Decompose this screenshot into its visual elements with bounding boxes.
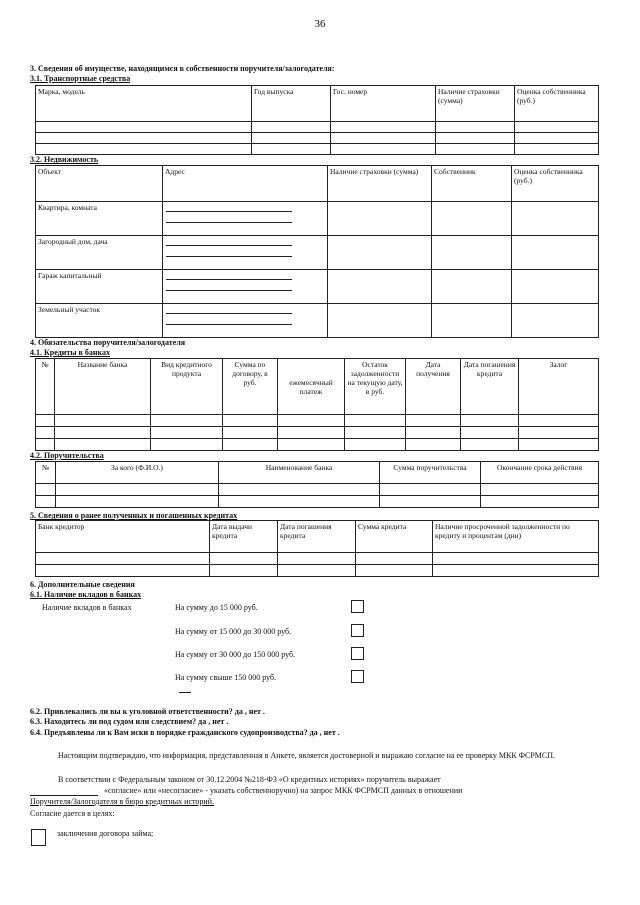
table-row [36, 439, 599, 451]
row-label: Гараж капитальный [36, 270, 163, 304]
deposit-checkbox[interactable] [351, 624, 364, 637]
col-header: Банк кредитор [36, 521, 210, 553]
table-row [36, 133, 599, 144]
question-6-3: 6.3. Находитесь ли под судом или следствием? да , нет . [30, 717, 229, 726]
page-number: 36 [314, 18, 326, 30]
purpose-label: заключения договора займа; [57, 829, 154, 838]
consent-paragraph-2-cont: «согласие» или «несогласие» - указать собственноручно) на запрос МКК ФСРМСП данных в отношении [104, 786, 463, 795]
consent-blank-line[interactable] [30, 795, 98, 796]
vehicles-table [35, 85, 599, 155]
table-row [36, 427, 599, 439]
table-row [36, 144, 599, 155]
col-header: Наличие страховки (сумма) [436, 86, 515, 122]
table-row [36, 270, 599, 304]
col-header: Марка, модель [36, 86, 252, 122]
deposits-label: Наличие вкладов в банках [42, 603, 132, 612]
dash-mark [179, 692, 191, 693]
consent-paragraph-1: Настоящим подтверждаю, что информация, представленная в Анкете, является достоверной и выражаю согласие на ее проверку МКК ФСРМСП. [58, 751, 556, 760]
col-header: Сумма кредита [356, 521, 433, 553]
col-header: Оценка собственника (руб.) [512, 166, 599, 202]
consent-paragraph-2-end: Поручителя/Залогодателя в бюро кредитных историй. [30, 797, 214, 806]
table-row [36, 304, 599, 338]
address-line [166, 256, 292, 257]
consent-paragraph-2: В соответствии с Федеральным законом от 30.12.2004 №218-ФЗ «О кредитных историях» поручитель выражает [58, 775, 441, 784]
table-row [36, 553, 599, 565]
col-header: Вид кредитного продукта [151, 359, 223, 415]
col-header: Окончание срока действия [481, 462, 599, 484]
col-header: Наименование банка [219, 462, 380, 484]
purposes-title: Согласие дается в целях: [30, 809, 115, 818]
col-header: Наличие страховки (сумма) [328, 166, 432, 202]
address-line [166, 279, 292, 280]
deposit-checkbox[interactable] [351, 670, 364, 683]
deposit-option-label: На сумму от 30 000 до 150 000 руб. [175, 650, 296, 659]
col-header: № [36, 462, 56, 484]
purpose-checkbox[interactable] [31, 829, 46, 846]
section-3-2-title: 3.2. Недвижимость [30, 155, 99, 164]
row-label: Земельный участок [36, 304, 163, 338]
guarantees-table [35, 461, 599, 508]
deposit-option-label: На сумму до 15 000 руб. [175, 603, 258, 612]
address-line [166, 211, 292, 212]
col-header: Залог [519, 359, 599, 415]
address-line [166, 245, 292, 246]
past-loans-table [35, 520, 599, 577]
col-header: № [36, 359, 55, 415]
table-row [36, 122, 599, 133]
col-header: Объект [36, 166, 163, 202]
section-6-title: 6. Дополнительные сведения [30, 580, 135, 589]
table-row [36, 236, 599, 270]
question-6-4: 6.4. Предъявлены ли к Вам иски в порядке гражданского судопроизводства? да , нет . [30, 728, 340, 737]
address-line [166, 290, 292, 291]
col-header: ежемесячный платеж [278, 359, 345, 415]
section-5-title: 5. Сведения о ранее полученных и погашенных кредитах [30, 511, 238, 520]
col-header: Дата погашения кредита [278, 521, 356, 553]
col-header: Сумма по договору, в руб. [223, 359, 278, 415]
table-row [36, 496, 599, 508]
section-4-1-title: 4.1. Кредиты в банках [30, 348, 110, 357]
col-header: Название банка [55, 359, 151, 415]
deposit-option-label: На сумму от 15 000 до 30 000 руб. [175, 627, 292, 636]
col-header: Наличие просроченной задолженности по кредиту и процентам (дни) [433, 521, 599, 553]
col-header: Дата выдачи кредита [210, 521, 278, 553]
deposit-checkbox[interactable] [351, 600, 364, 613]
question-6-2: 6.2. Привлекались ли вы к уголовной ответственности? да , нет . [30, 707, 265, 716]
real-estate-table [35, 165, 599, 338]
col-header: Дата получения [406, 359, 461, 415]
table-row [36, 484, 599, 496]
col-header: Гос. номер [331, 86, 436, 122]
deposit-option-label: На сумму свыше 150 000 руб. [175, 673, 277, 682]
col-header: Год выпуска [252, 86, 331, 122]
col-header: Адрес [163, 166, 328, 202]
address-line [166, 324, 292, 325]
col-header: Дата погашения кредита [461, 359, 519, 415]
table-row [36, 202, 599, 236]
deposit-checkbox[interactable] [351, 647, 364, 660]
row-label: Квартира, комната [36, 202, 163, 236]
col-header: Оценка собственника (руб.) [515, 86, 599, 122]
section-4-title: 4. Обязательства поручителя/залогодателя [30, 338, 186, 347]
bank-loans-table [35, 358, 599, 451]
col-header: Сумма поручительства [380, 462, 481, 484]
address-line [166, 313, 292, 314]
section-3-title: 3. Сведения об имуществе, находящимся в собственности поручителя/залогодателя: [30, 64, 335, 73]
section-6-1-title: 6.1. Наличие вкладов в банках [30, 590, 142, 599]
table-row [36, 565, 599, 577]
table-row [36, 415, 599, 427]
col-header: За кого (Ф.И.О.) [56, 462, 219, 484]
col-header: Остаток задолженности на текущую дату, в руб. [345, 359, 406, 415]
address-line [166, 222, 292, 223]
section-3-1-title: 3.1. Транспортные средства [30, 74, 131, 83]
row-label: Загородный дом, дача [36, 236, 163, 270]
col-header: Собственник [432, 166, 512, 202]
section-4-2-title: 4.2. Поручительства [30, 451, 104, 460]
